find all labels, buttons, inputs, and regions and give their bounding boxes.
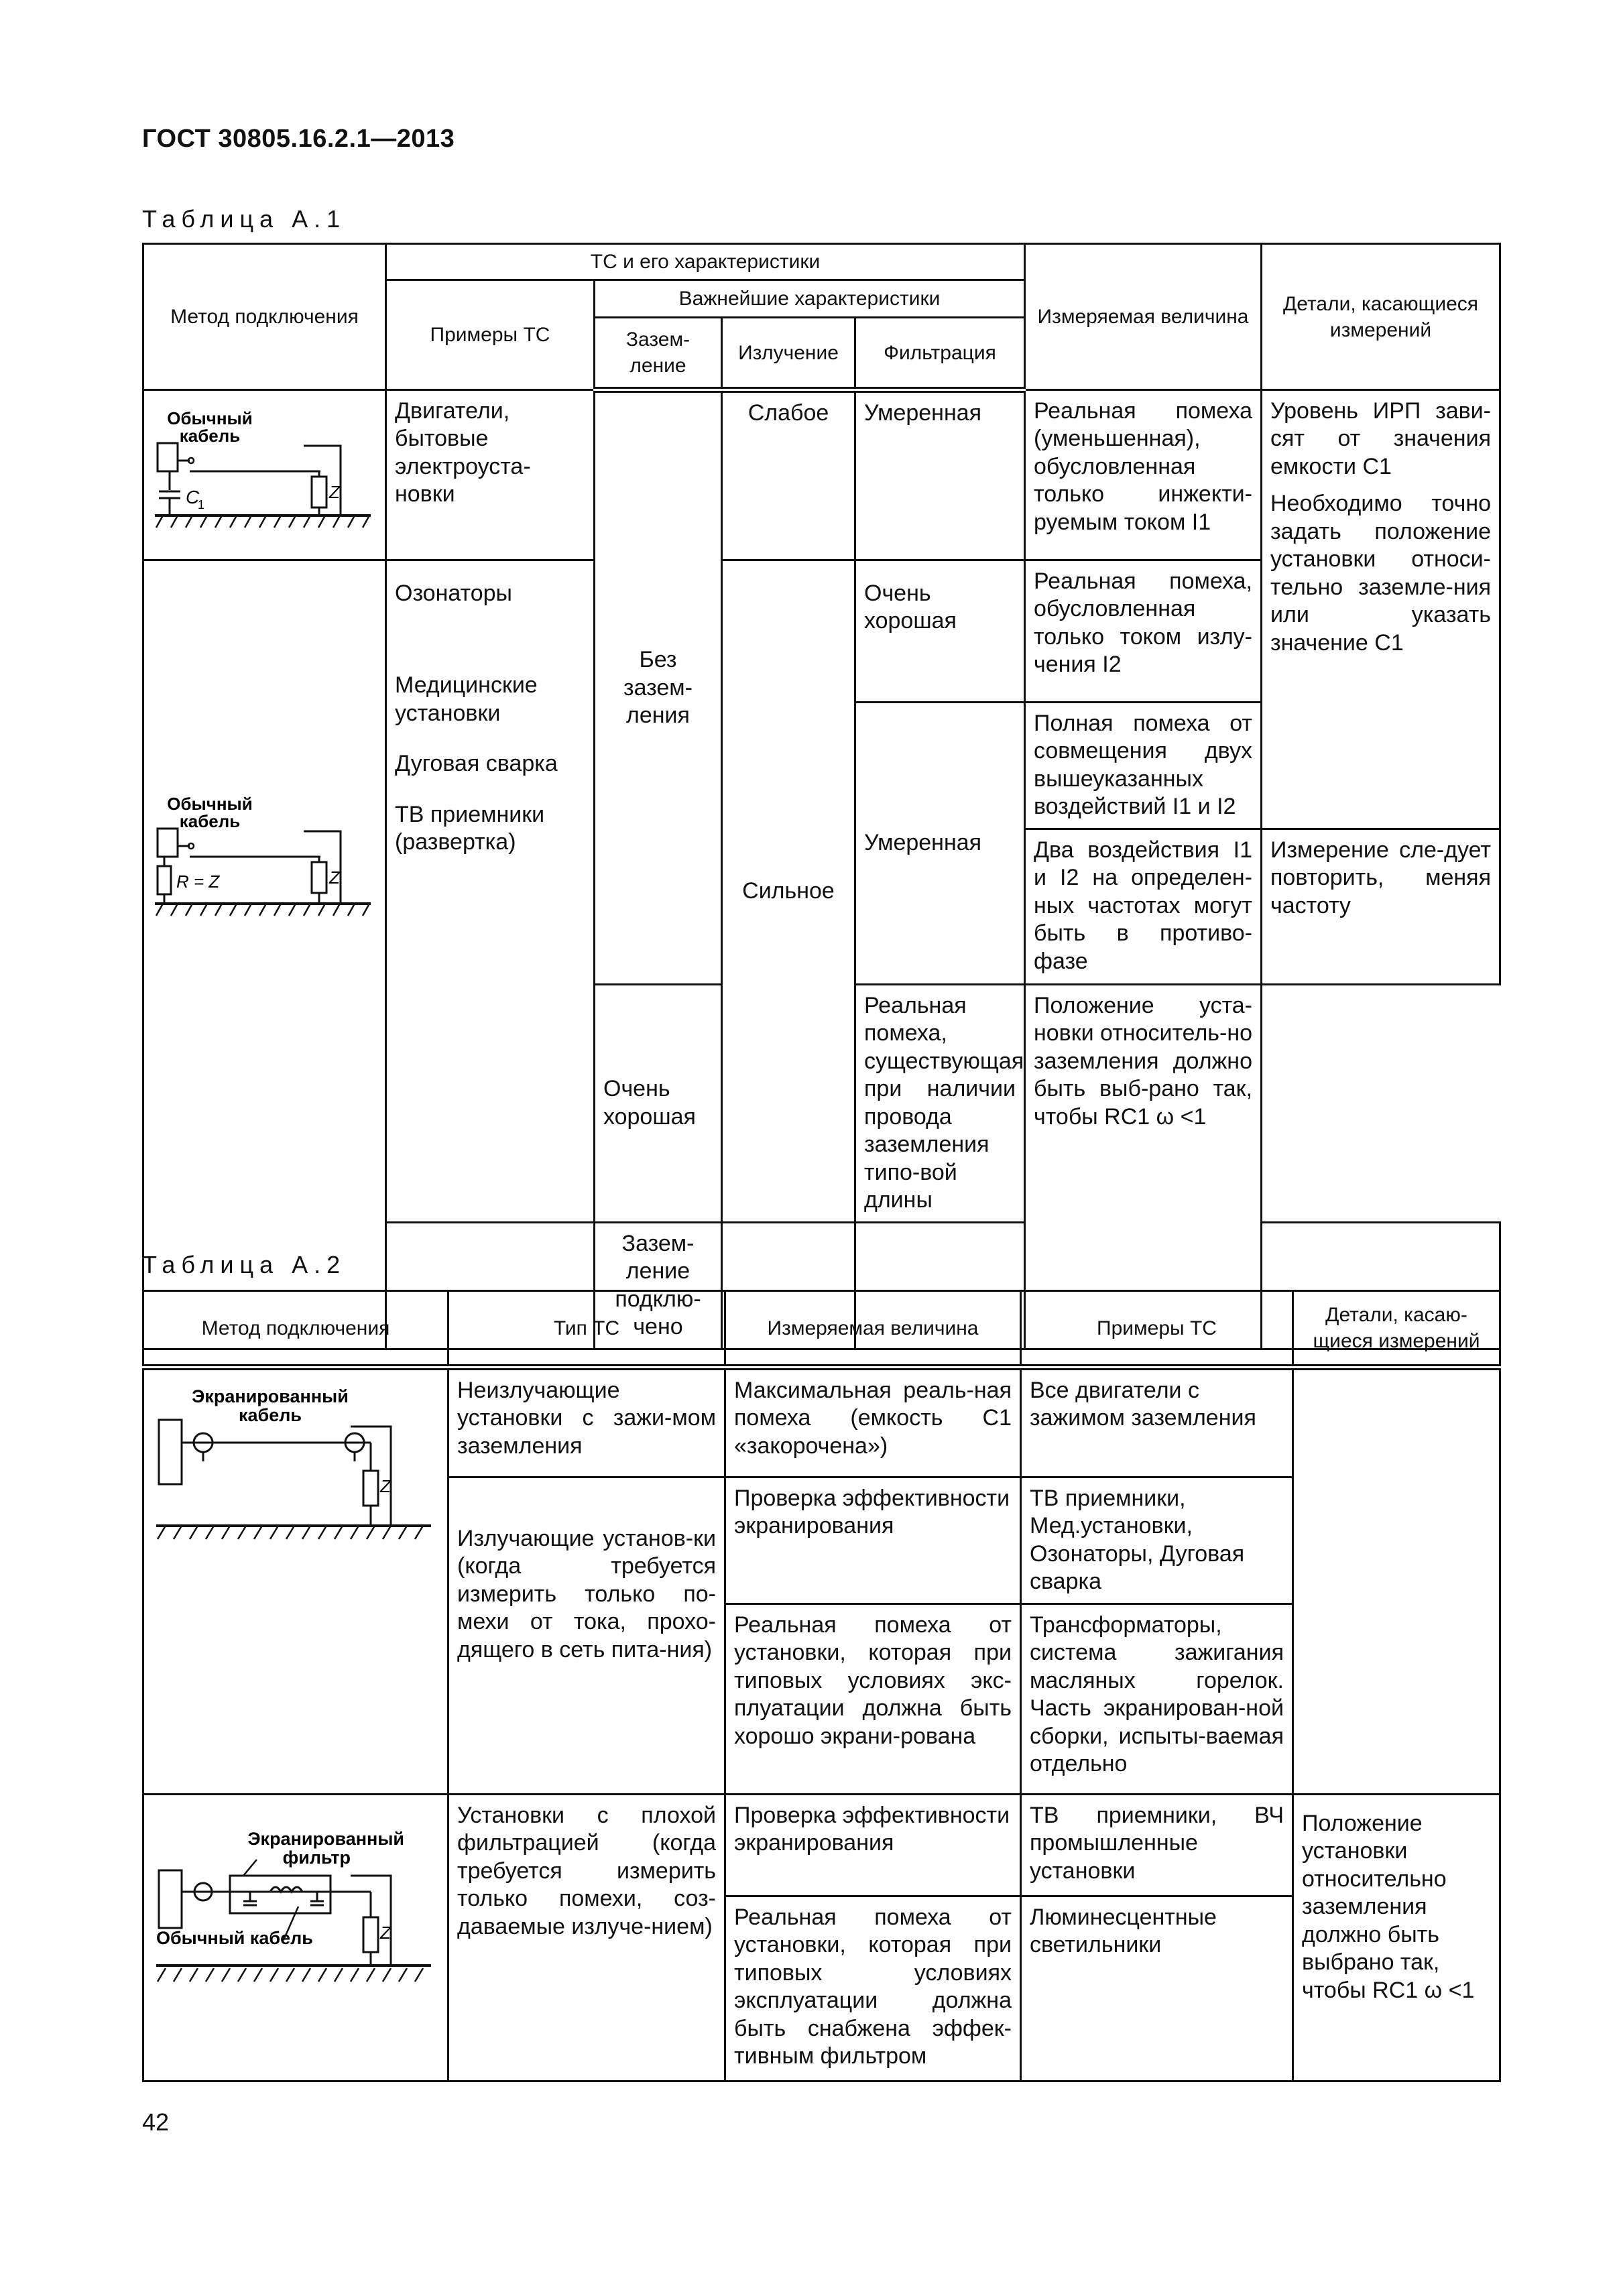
table-a2 [142, 1290, 1501, 2082]
measured-5: Реальная помеха, существующая при наличии провода заземления типо-вой длины [855, 984, 1025, 1222]
a2-examples-5: Люминесцентные светильники [1021, 1896, 1293, 2081]
filtration-2: Очень хорошая [855, 560, 1025, 703]
table-a2-caption: Таблица А.2 [142, 1251, 347, 1278]
a2-col-method-header: Метод подключения [143, 1291, 448, 1368]
svg-text:Z: Z [329, 867, 340, 888]
circuit-diagram-shielded-filter [149, 1826, 438, 1974]
a2-col-measured-header: Измеряемая величина [725, 1291, 1021, 1368]
a2-examples-1: Все двигатели с зажимом заземления [1021, 1368, 1293, 1477]
a2-details-empty [1293, 1368, 1500, 1795]
examples-2 [386, 560, 595, 1223]
examples-2a: Озонаторы [395, 581, 512, 606]
measured-4: Два воздействия I1 и I2 на определен-ных частотах могут быть в противо-фазе [1025, 829, 1262, 984]
svg-text:кабель: кабель [179, 426, 241, 446]
a2-examples-2: ТВ приемники, Мед.установки, Озонаторы, Дуговая сварка [1021, 1477, 1293, 1604]
svg-text:Z: Z [329, 482, 340, 502]
svg-text:1: 1 [198, 498, 205, 511]
filtration-3: Умеренная [855, 703, 1025, 985]
filtration-4: Очень хорошая [595, 984, 722, 1222]
details-2: Измерение сле-дует повторить, меняя частоту [1262, 829, 1500, 984]
document-code: ГОСТ 30805.16.2.1—2013 [142, 125, 455, 153]
col-grounding-header: Зазем-ление [595, 318, 722, 390]
grounding-connected: Зазем-ление подклю-чено [595, 1222, 722, 1349]
a2-measured-3: Реальная помеха от установки, которая при типовых условиях экс-плуатации должна быть хорошо экрани-рована [725, 1604, 1021, 1794]
examples-2c: Дуговая сварка [395, 751, 558, 777]
page-number: 42 [142, 2108, 170, 2136]
measured-3: Полная помеха от совмещения двух вышеуказанных воздействий I1 и I2 [1025, 703, 1262, 829]
details-1a: Уровень ИРП зави-сят от значения емкости C1 [1270, 398, 1491, 479]
col-examples-header: Примеры ТС [386, 280, 595, 390]
col-important-header: Важнейшие характеристики [595, 280, 1025, 318]
svg-text:Обычный: Обычный [167, 408, 253, 428]
emission-weak: Слабое [722, 390, 855, 560]
examples-2d: ТВ приемники (развертка) [395, 801, 545, 855]
svg-text:C: C [186, 487, 200, 507]
col-ts-group-header: ТС и его характеристики [386, 244, 1025, 280]
svg-text:фильтр: фильтр [282, 1847, 351, 1868]
measured-2: Реальная помеха, обусловленная только током излу-чения I2 [1025, 560, 1262, 703]
col-method-header: Метод подключения [143, 244, 386, 390]
grounding-none: Без зазем-ления [595, 390, 722, 985]
col-filtration-header: Фильтрация [855, 318, 1025, 390]
svg-text:Обычный: Обычный [167, 794, 253, 814]
circuit-diagram-c1 [149, 404, 377, 538]
emission-strong: Сильное [722, 560, 855, 1223]
table-a1-caption: Таблица А.1 [142, 205, 347, 233]
ground-hatching-2 [149, 1967, 438, 1983]
examples-2b: Медицинские установки [395, 672, 538, 726]
details-1b: Необходимо точно задать положение установки относи-тельно заземле-ния или указать значение C1 [1270, 491, 1491, 656]
a2-schematic-shielded-cable [143, 1368, 448, 1795]
a2-col-examples-header: Примеры ТС [1021, 1291, 1293, 1368]
a2-measured-5: Реальная помеха от установки, которая при типовых условиях эксплуатации должна быть снабжена эффек-тивным фильтром [725, 1896, 1021, 2081]
a2-type-3: Установки с плохой фильтрацией (когда требуется измерить только помехи, соз-даваемые излуче-нием) [448, 1794, 725, 2081]
a2-schematic-shielded-filter [143, 1794, 448, 2081]
svg-text:кабель: кабель [239, 1405, 302, 1425]
col-details-header: Детали, касающиеся измерений [1262, 244, 1500, 390]
schematic-ordinary-cable-c1 [143, 390, 386, 560]
a2-measured-1: Максимальная реаль-ная помеха (емкость C1 «закорочена») [725, 1368, 1021, 1477]
circuit-diagram-shielded-cable [149, 1382, 438, 1530]
a2-measured-2: Проверка эффективности экранирования [725, 1477, 1021, 1604]
svg-text:Экранированный: Экранированный [247, 1828, 404, 1849]
col-emission-header: Излучение [722, 318, 855, 390]
schematic-ordinary-cable-rz [143, 560, 386, 1349]
a2-type-1: Неизлучающие установки с зажи-мом заземления [448, 1368, 725, 1477]
details-3: Положение уста-новки относитель-но заземления должно быть выб-рано так, чтобы RC1 ω <1 [1025, 984, 1262, 1349]
circuit-diagram-rz [149, 792, 377, 947]
examples-1: Двигатели, бытовые электроуста-новки [386, 390, 595, 560]
a2-examples-3: Трансформаторы, система зажигания масляных горелок. Часть экранирован-ной сборки, испыты-ваемая отдельно [1021, 1604, 1293, 1794]
a2-type-2: Излучающие установ-ки (когда требуется измерить только по-мехи от тока, прохо-дящего в сеть пита-ния) [448, 1477, 725, 1795]
svg-text:Экранированный: Экранированный [192, 1386, 349, 1406]
a2-measured-4: Проверка эффективности экранирования [725, 1794, 1021, 1896]
svg-text:кабель: кабель [179, 811, 241, 831]
svg-text:Z: Z [380, 1476, 391, 1496]
svg-text:Z: Z [380, 1922, 391, 1943]
a2-col-type-header: Тип ТС [448, 1291, 725, 1368]
details-1 [1262, 390, 1500, 829]
a2-examples-4: ТВ приемники, ВЧ промышленные установки [1021, 1794, 1293, 1896]
filtration-1: Умеренная [855, 390, 1025, 560]
col-measured-header: Измеряемая величина [1025, 244, 1262, 390]
a2-col-details-header: Детали, касаю-щиеся измерений [1293, 1291, 1500, 1368]
table-a1 [142, 243, 1501, 1350]
a2-details-3: Положение установки относительно заземления должно быть выбрано так, чтобы RC1 ω <1 [1293, 1794, 1500, 2081]
svg-text:R = Z: R = Z [176, 871, 220, 892]
svg-text:Обычный кабель: Обычный кабель [156, 1927, 313, 1948]
measured-1: Реальная помеха (уменьшенная), обусловленная только инжекти-руемым током I1 [1025, 390, 1262, 560]
